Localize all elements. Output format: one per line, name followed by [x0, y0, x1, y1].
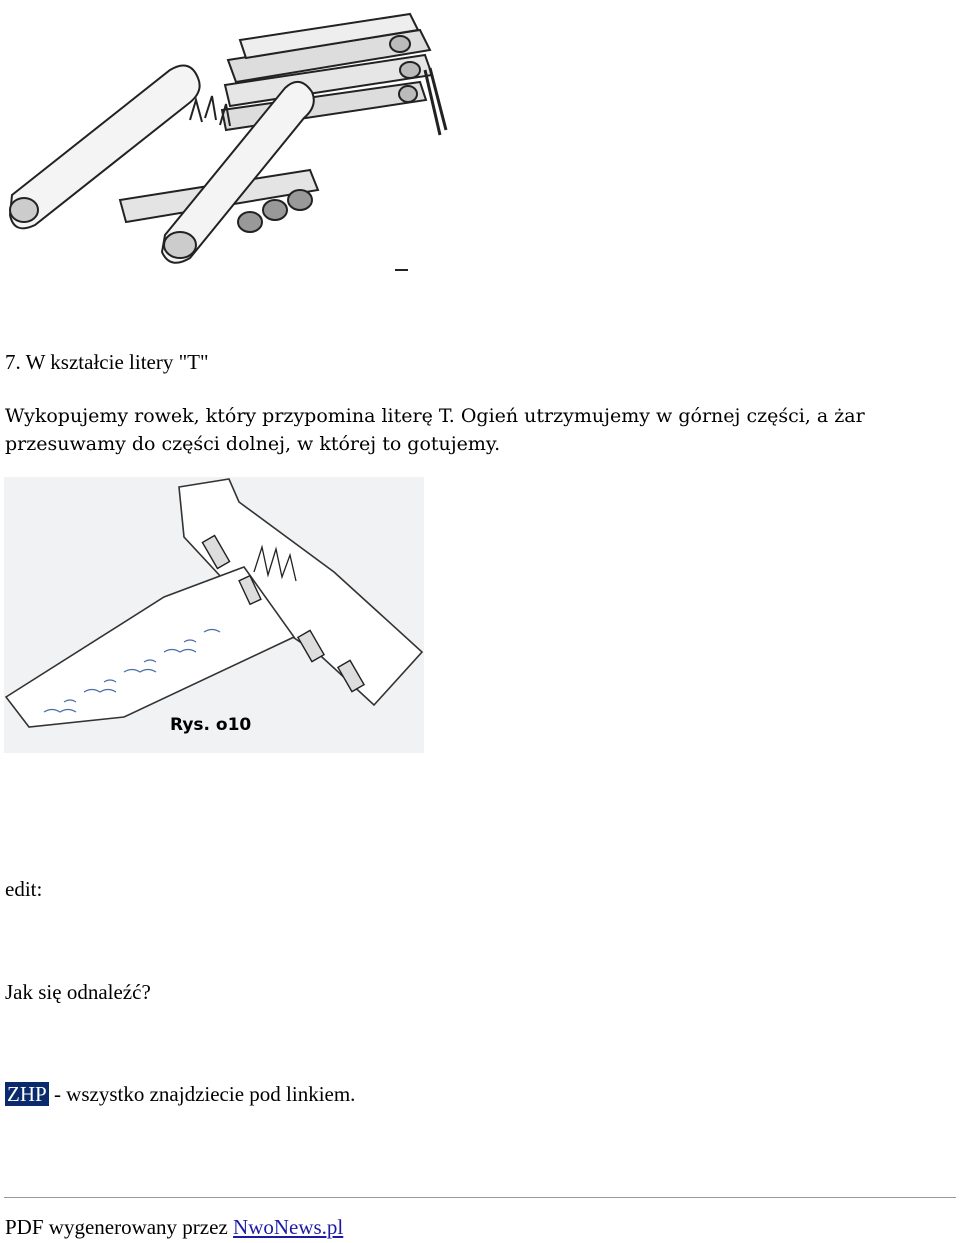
figure-caption: Rys. o10 — [170, 715, 252, 735]
footer — [5, 1215, 343, 1240]
zhp-description: - wszystko znajdziecie pod linkiem. — [48, 1082, 356, 1106]
t-trench-drawing — [4, 477, 424, 753]
zhp-line — [5, 1082, 355, 1107]
edit-label: edit: — [5, 877, 43, 901]
section-paragraph: Wykopujemy rowek, który przypomina literę T. Ogień utrzymujemy w górnej części, a żar przesuwamy do części dolnej, w której to gotujemy. — [5, 405, 865, 455]
footer-link-nwonews[interactable]: NwoNews.pl — [233, 1215, 344, 1239]
question-text: Jak się odnaleźć? — [5, 980, 151, 1004]
t-trench-figure — [4, 477, 424, 753]
footer-prefix: PDF wygenerowany przez — [5, 1215, 234, 1239]
section-heading: 7. W kształcie litery "T" — [5, 350, 209, 374]
log-fireplace-illustration — [0, 0, 470, 285]
footer-divider — [4, 1197, 956, 1198]
zhp-link[interactable]: ZHP — [7, 1082, 47, 1106]
